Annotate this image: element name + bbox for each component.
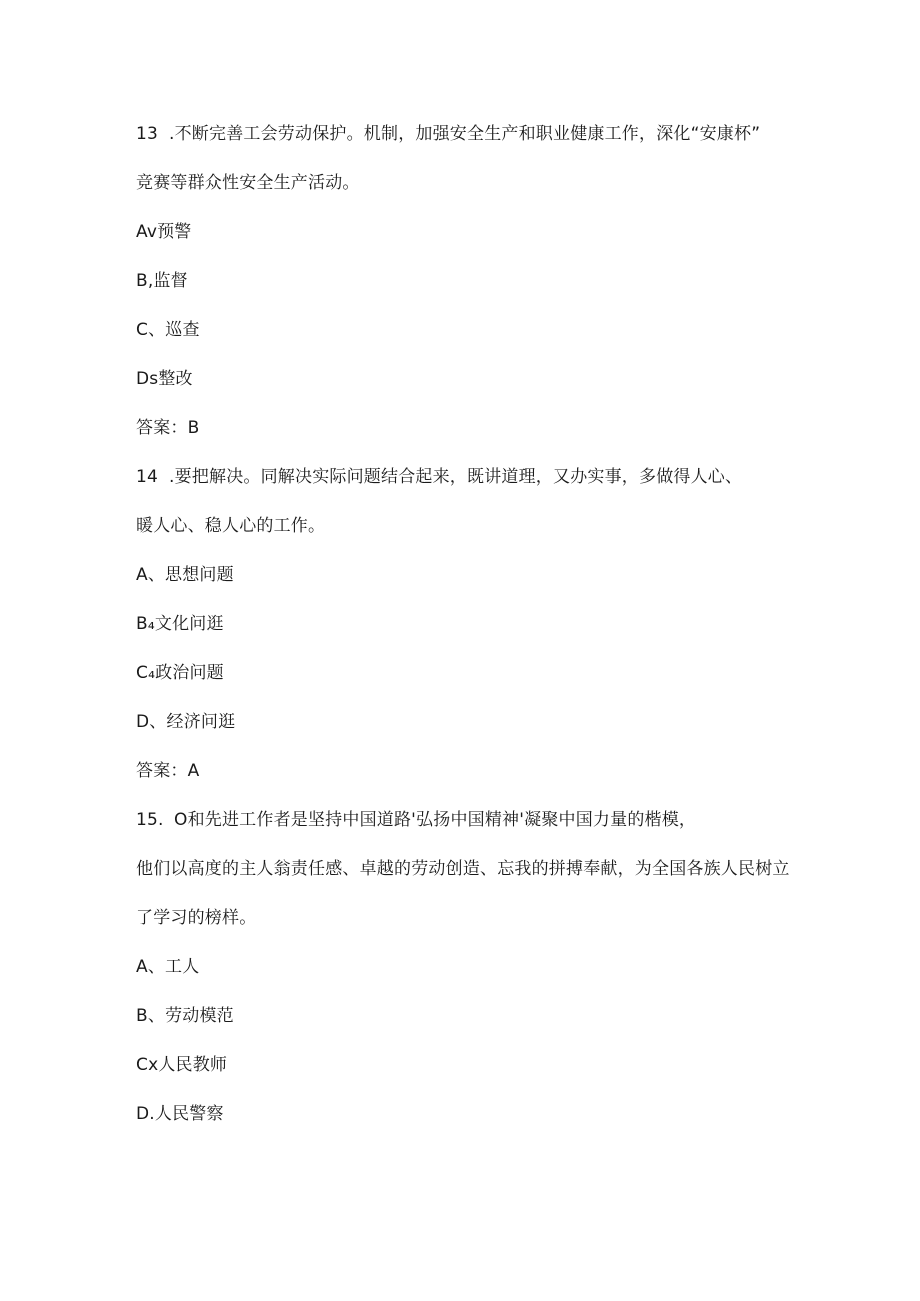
question-15-number: 15. bbox=[136, 810, 164, 830]
question-14-stem-text-1: .要把解决。同解决实际问题结合起来，既讲道理，又办实事，多做得人心、 bbox=[169, 467, 743, 487]
question-15-option-b: B、劳动模范 bbox=[136, 1006, 234, 1026]
question-13-option-c: C、巡查 bbox=[136, 320, 200, 340]
question-13-option-d: Ds整改 bbox=[136, 369, 193, 389]
question-13-stem-line-1 bbox=[136, 123, 760, 145]
question-15-option-d: D.人民警察 bbox=[136, 1104, 224, 1124]
question-14-option-a: A、思想问题 bbox=[136, 565, 234, 585]
question-15-stem-line-3: 了学习的榜样。 bbox=[136, 908, 257, 928]
question-15-stem-text-1: O和先进工作者是坚持中国道路'弘扬中国精神'凝聚中国力量的楷模， bbox=[174, 810, 697, 830]
question-14-stem-line-2: 暖人心、稳人心的工作。 bbox=[136, 516, 326, 536]
question-14-answer: 答案：A bbox=[136, 761, 200, 781]
question-15-option-c: Cx人民教师 bbox=[136, 1055, 228, 1075]
question-14-option-d: D、经济问逛 bbox=[136, 712, 236, 732]
question-14-option-c: C₄政治问题 bbox=[136, 663, 224, 683]
question-13-option-a: Av预警 bbox=[136, 222, 192, 242]
question-15-stem-line-1 bbox=[136, 809, 696, 831]
question-15-stem-line-2: 他们以高度的主人翁责任感、卓越的劳动创造、忘我的拼搏奉献，为全国各族人民树立 bbox=[136, 859, 790, 879]
question-14-number: 14 bbox=[136, 467, 159, 487]
question-13-number: 13 bbox=[136, 124, 159, 144]
question-14-option-b: B₄文化问逛 bbox=[136, 614, 224, 634]
question-15-option-a: A、工人 bbox=[136, 957, 200, 977]
question-13-stem-text-1: .不断完善工会劳动保护。机制，加强安全生产和职业健康工作，深化“安康杯” bbox=[169, 124, 761, 144]
question-13-option-b: B,监督 bbox=[136, 271, 188, 291]
question-14-stem-line-1 bbox=[136, 466, 742, 488]
question-13-answer: 答案：B bbox=[136, 418, 200, 438]
question-13-stem-line-2: 竞赛等群众性安全生产活动。 bbox=[136, 173, 360, 193]
